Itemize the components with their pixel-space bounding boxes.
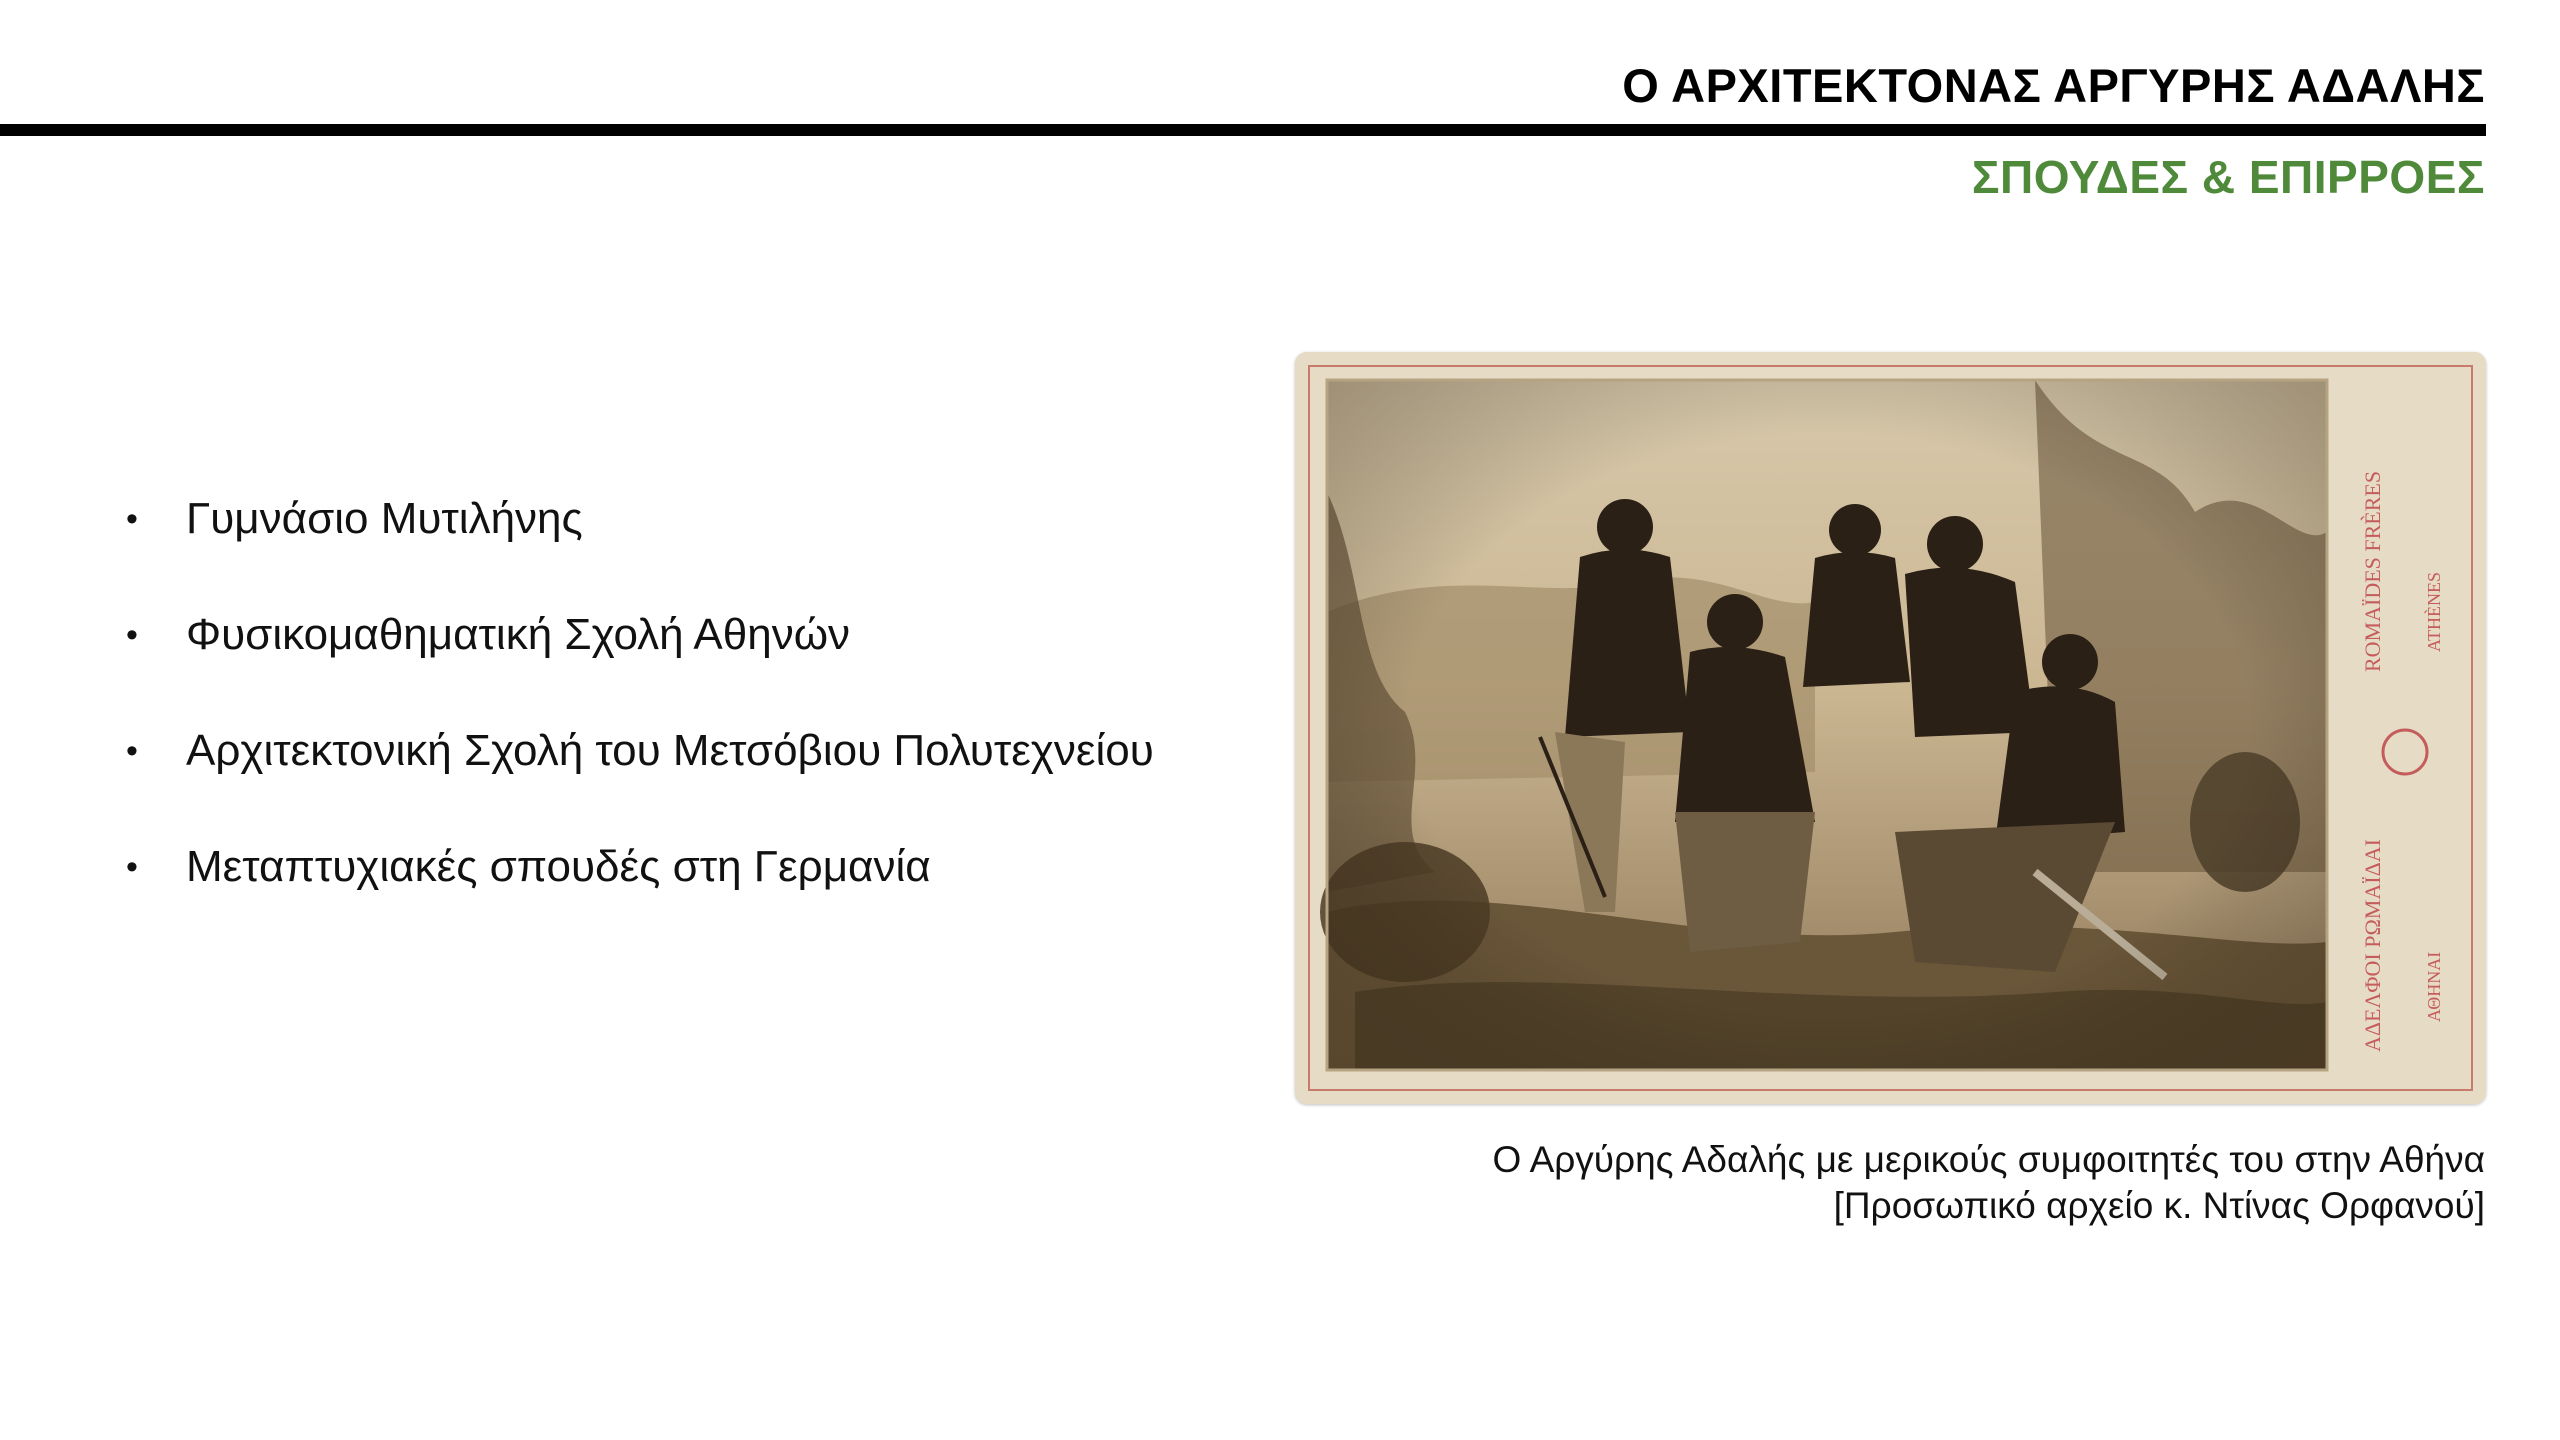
- stamp-text-city-greek: ΑΘΗΝΑΙ: [2424, 951, 2444, 1022]
- stamp-text-french: ROMAÏDES FRÈRES: [2360, 470, 2385, 672]
- photo-caption: [1493, 1137, 2485, 1229]
- stamp-text-greek: ΑΔΕΛΦΟΙ ΡΩΜΑΪΔΑΙ: [2360, 839, 2385, 1052]
- slide-title: Ο ΑΡΧΙΤΕΚΤΟΝΑΣ ΑΡΓΥΡΗΣ ΑΔΑΛΗΣ: [1622, 59, 2485, 112]
- bullet-dot-icon: •: [126, 616, 138, 654]
- bullet-item: [118, 838, 1198, 896]
- bullet-dot-icon: •: [126, 732, 138, 770]
- caption-line-1: Ο Αργύρης Αδαλής με μερικούς συμφοιτητές του στην Αθήνα: [1492, 1139, 2485, 1180]
- stamp-text-city-french: ATHÈNES: [2424, 572, 2444, 652]
- bullet-dot-icon: •: [126, 848, 138, 886]
- bullet-text: Γυμνάσιο Μυτιλήνης: [186, 494, 583, 543]
- slide-subtitle: ΣΠΟΥΔΕΣ & ΕΠΙΡΡΟΕΣ: [1971, 151, 2485, 203]
- bullet-item: [118, 490, 1198, 548]
- bullet-dot-icon: •: [126, 500, 138, 538]
- bullet-text: Αρχιτεκτονική Σχολή του Μετσόβιου Πολυτεχνείου: [186, 726, 1154, 775]
- historical-photograph: [1295, 352, 2486, 1104]
- bullet-item: [118, 722, 1198, 780]
- caption-line-2: [Προσωπικό αρχείο κ. Ντίνας Ορφανού]: [1833, 1185, 2485, 1226]
- bullet-text: Μεταπτυχιακές σπουδές στη Γερμανία: [186, 842, 931, 891]
- sepia-group-portrait: [1295, 352, 2486, 1104]
- bullet-text: Φυσικομαθηματική Σχολή Αθηνών: [186, 610, 851, 659]
- bullet-list: [118, 490, 1198, 954]
- bullet-item: [118, 606, 1198, 664]
- title-rule: [0, 124, 2486, 136]
